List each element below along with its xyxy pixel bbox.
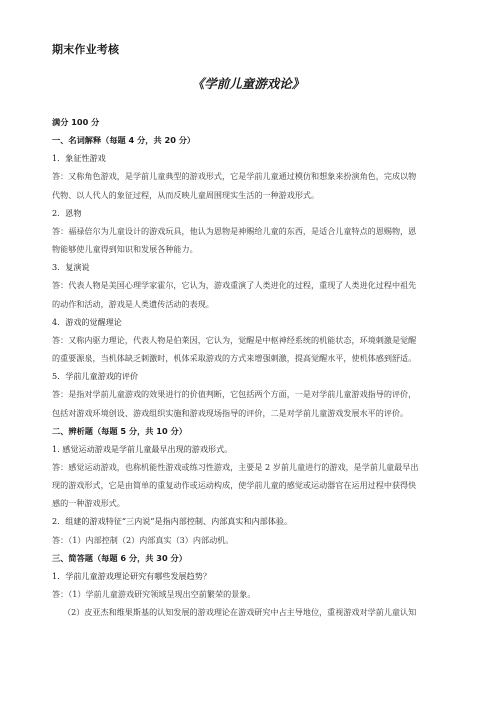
short-answer-question-1: 1．学前儿童游戏理论研究有哪些发展趋势？ bbox=[52, 570, 211, 581]
term-answer-1-line-2: 代物、以人代人的象征过程，从而反映儿童周围现实生活的一种游戏形式。 bbox=[52, 189, 320, 200]
section-heading-terms: 一、名词解释（每题 4 分，共 20 分） bbox=[52, 135, 196, 146]
term-question-4: 4．游戏的觉醒理论 bbox=[52, 316, 122, 327]
term-answer-1-line-1: 答：又称角色游戏，是学前儿童典型的游戏形式，它是学前儿童通过模仿和想象来扮演角色，完成以物 bbox=[52, 171, 417, 182]
term-question-2: 2．恩物 bbox=[52, 207, 82, 218]
term-answer-2-line-1: 答：福禄倍尔为儿童设计的游戏玩具，他认为恩物是神赐给儿童的东西，是适合儿童特点的恩赐物，恩 bbox=[52, 225, 417, 236]
analysis-answer-1-line-1: 答：感觉运动游戏，也称机能性游戏或练习性游戏，主要是 2 岁前儿童进行的游戏，是学前儿童最早出 bbox=[52, 461, 419, 472]
section-heading-short-answer: 三、简答题（每题 6 分，共 30 分） bbox=[52, 552, 187, 563]
analysis-answer-1-line-2: 现的游戏形式，它是由简单的重复动作或运动构成，使学前儿童的感觉或运动器官在运用过程中获得快 bbox=[52, 480, 417, 491]
term-answer-4-line-2: 的重要源泉，当机体缺乏刺激时，机体采取游戏的方式来增强刺激，提高觉醒水平，使机体感到舒适。 bbox=[52, 353, 417, 364]
term-answer-2-line-2: 物能够使儿童得到知识和发展各种能力。 bbox=[52, 244, 198, 255]
short-answer-answer-1-line-1: 答：（1）学前儿童游戏研究领域呈现出空前繁荣的景象。 bbox=[52, 589, 256, 600]
section-heading-analysis: 二、辨析题（每题 5 分，共 10 分） bbox=[52, 425, 187, 436]
full-score: 满分 100 分 bbox=[52, 117, 100, 127]
document-title: 《学前儿童游戏论》 bbox=[191, 76, 305, 91]
analysis-question-2: 2．组建的游戏特征“三内说”是指内部控制、内部真实和内部体验。 bbox=[52, 516, 293, 527]
term-question-3: 3．复演说 bbox=[52, 262, 90, 273]
document-header: 期末作业考核 bbox=[52, 43, 120, 56]
analysis-question-1: 1. 感觉运动游戏是学前儿童最早出现的游戏形式。 bbox=[52, 443, 233, 454]
term-answer-4-line-1: 答：又称内驱力理论，代表人物是伯莱因，它认为，觉醒是中枢神经系统的机能状态，环境刺激是觉醒 bbox=[52, 334, 417, 345]
short-answer-answer-1-line-2: （2）皮亚杰和维果斯基的认知发展的游戏理论在游戏研究中占主导地位，重视游戏对学前儿童认知 bbox=[63, 607, 417, 618]
term-answer-3-line-1: 答：代表人物是美国心理学家霍尔，它认为，游戏重演了人类进化的过程，重现了人类进化过程中祖先 bbox=[52, 280, 417, 291]
term-answer-3-line-2: 的动作和活动，游戏是人类遗传活动的表现。 bbox=[52, 298, 214, 309]
term-answer-5-line-2: 包括对游戏环境创设、游戏组织实施和游戏现场指导的评价，二是对学前儿童游戏发展水平的评价。 bbox=[52, 407, 409, 418]
term-answer-5-line-1: 答：是指对学前儿童游戏的效果进行的价值判断，它包括两个方面，一是对学前儿童游戏指导的评价， bbox=[52, 389, 417, 400]
term-question-1: 1．象征性游戏 bbox=[52, 153, 106, 164]
analysis-answer-1-line-3: 感的一种游戏形式。 bbox=[52, 498, 125, 509]
document-body bbox=[52, 113, 448, 621]
term-question-5: 5．学前儿童游戏的评价 bbox=[52, 371, 139, 382]
analysis-answer-2: 答：（1）内部控制（2）内部真实（3）内部动机。 bbox=[52, 534, 234, 545]
